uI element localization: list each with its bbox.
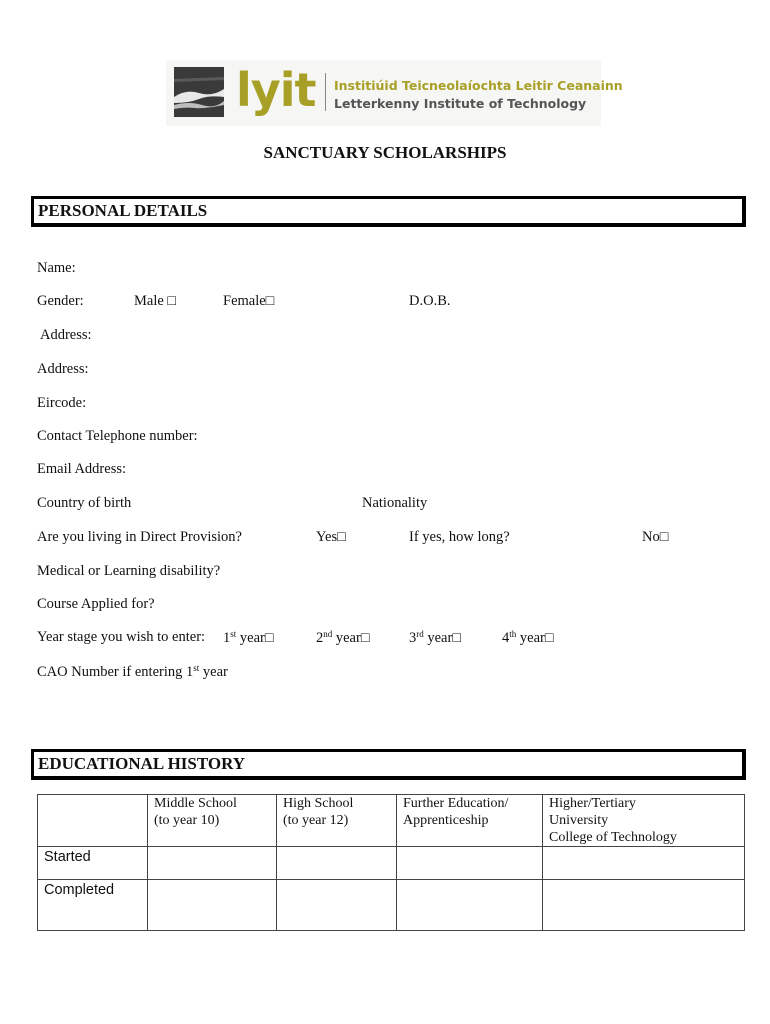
year-1-checkbox[interactable] (223, 629, 274, 647)
nationality-label: Nationality (362, 495, 428, 511)
address-label-2: Address: (37, 361, 89, 377)
female-checkbox[interactable]: Female□ (223, 293, 275, 309)
education-table (37, 794, 745, 931)
year-text: year□ (423, 630, 462, 646)
personal-details-heading: PERSONAL DETAILS (38, 201, 208, 220)
table-cell[interactable] (277, 847, 397, 880)
course-label: Course Applied for? (37, 596, 155, 612)
dob-label: D.O.B. (409, 293, 451, 309)
table-cell[interactable] (277, 880, 397, 931)
table-row (38, 847, 745, 880)
table-row (38, 880, 745, 931)
ordinal-suffix: st (230, 629, 237, 639)
eircode-label: Eircode: (37, 395, 87, 411)
table-cell[interactable] (543, 880, 745, 931)
country-of-birth-label: Country of birth (37, 495, 132, 511)
disability-label: Medical or Learning disability? (37, 563, 221, 579)
address-label-1: Address: (40, 327, 92, 343)
column-header-line: Middle School (154, 796, 237, 811)
no-checkbox[interactable]: No□ (642, 529, 669, 545)
ordinal-suffix: th (509, 629, 517, 639)
year-4-checkbox[interactable] (502, 629, 554, 647)
year-number: 2 (316, 630, 324, 646)
year-text: year□ (332, 630, 370, 646)
table-corner-cell (38, 795, 148, 847)
column-header-further-education (397, 795, 543, 847)
logo-wordmark: lyit (236, 63, 316, 117)
row-label-started: Started (38, 847, 148, 880)
educational-history-header (31, 749, 746, 780)
column-header-line: Further Education/ (403, 796, 509, 811)
column-header-high-school (277, 795, 397, 847)
yes-checkbox[interactable]: Yes□ (316, 529, 346, 545)
year-text: year□ (516, 630, 554, 646)
column-header-line: Apprenticeship (403, 813, 489, 828)
page-title: SANCTUARY SCHOLARSHIPS (263, 143, 507, 162)
landscape-logo-icon (174, 67, 224, 117)
name-label: Name: (37, 260, 76, 276)
table-cell[interactable] (148, 847, 277, 880)
column-header-line: Higher/Tertiary (549, 796, 636, 811)
gender-label: Gender: (37, 293, 84, 309)
column-header-line: (to year 10) (154, 813, 220, 828)
table-header-row (38, 795, 745, 847)
year-number: 4 (502, 630, 510, 646)
table-cell[interactable] (543, 847, 745, 880)
logo-english-name: Letterkenny Institute of Technology (334, 96, 587, 111)
how-long-label: If yes, how long? (409, 529, 510, 545)
column-header-line: University (549, 813, 609, 828)
ordinal-suffix: nd (323, 629, 333, 639)
row-label-completed: Completed (38, 880, 148, 931)
logo-irish-name: Institiúid Teicneolaíochta Leitir Ceanainn (334, 78, 623, 93)
ordinal-suffix: rd (416, 629, 424, 639)
male-checkbox[interactable]: Male □ (134, 293, 177, 309)
institute-logo (166, 60, 623, 126)
year-stage-label: Year stage you wish to enter: (37, 629, 206, 645)
year-2-checkbox[interactable] (316, 629, 370, 647)
table-cell[interactable] (148, 880, 277, 931)
personal-details-header (31, 196, 746, 227)
educational-history-heading: EDUCATIONAL HISTORY (38, 754, 246, 773)
year-number: 3 (409, 630, 417, 646)
logo-divider (325, 73, 326, 111)
year-text: year□ (236, 630, 274, 646)
column-header-higher-tertiary (543, 795, 745, 847)
column-header-middle-school (148, 795, 277, 847)
column-header-line: (to year 12) (283, 813, 349, 828)
cao-suffix: year (199, 664, 228, 680)
column-header-line: High School (283, 796, 354, 811)
table-cell[interactable] (397, 880, 543, 931)
direct-provision-label: Are you living in Direct Provision? (37, 529, 242, 545)
telephone-label: Contact Telephone number: (37, 428, 198, 444)
year-number: 1 (223, 630, 231, 646)
table-cell[interactable] (397, 847, 543, 880)
year-3-checkbox[interactable] (409, 629, 461, 647)
column-header-line: College of Technology (549, 830, 677, 845)
cao-number-label (37, 663, 228, 681)
cao-prefix: CAO Number if entering 1 (37, 664, 194, 680)
ordinal-suffix: st (193, 663, 200, 673)
email-label: Email Address: (37, 461, 127, 477)
